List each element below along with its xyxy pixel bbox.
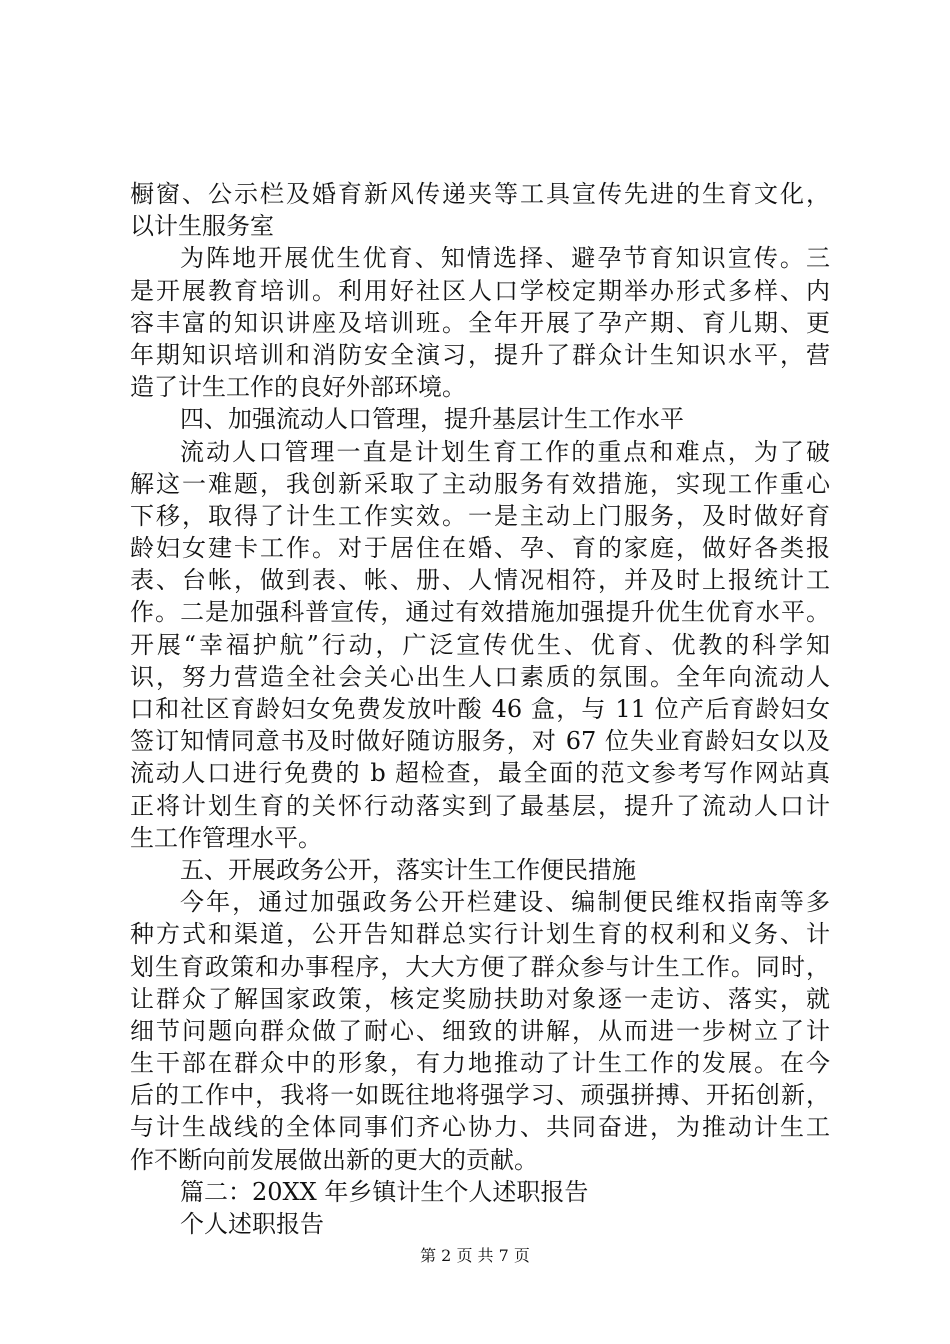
text-line: 龄妇女建卡工作。对于居住在婚、孕、育的家庭，做好各类报 [130,534,830,563]
text-line: 篇二：20XX 年乡镇计生个人述职报告 [180,1177,589,1206]
text-line: 下移，取得了计生工作实效。一是主动上门服务，及时做好育 [130,501,830,530]
text-line: 正将计划生育的关怀行动落实到了最基层，提升了流动人口计 [130,791,830,820]
text-line: 划生育政策和办事程序，大大方便了群众参与计生工作。同时， [130,952,830,981]
document-body [130,178,830,1240]
text-line: 橱窗、公示栏及婚育新风传递夹等工具宣传先进的生育文化， [130,180,830,208]
text-line: 签订知情同意书及时做好随访服务，对 67 位失业育龄妇女以及 [130,727,830,756]
text-line: 四、加强流动人口管理，提升基层计生工作水平 [180,405,684,434]
text-line: 生干部在群众中的形象，有力地推动了计生工作的发展。在今 [130,1049,830,1078]
text-line: 是开展教育培训。利用好社区人口学校定期举办形式多样、内 [130,276,830,305]
text-line: 细节问题向群众做了耐心、细致的讲解，从而进一步树立了计 [130,1016,830,1045]
text-line: 作。二是加强科普宣传，通过有效措施加强提升优生优育水平。 [130,598,830,627]
text-line: 流动人口进行免费的 b 超检查，最全面的范文参考写作网站真 [130,759,830,788]
text-line: 造了计生工作的良好外部环境。 [130,373,466,402]
text-line: 口和社区育龄妇女免费发放叶酸 46 盒，与 11 位产后育龄妇女 [130,695,830,723]
text-line: 五、开展政务公开，落实计生工作便民措施 [180,855,636,884]
text-line: 与计生战线的全体同事们齐心协力、共同奋进，为推动计生工 [130,1113,830,1142]
text-line: 今年，通过加强政务公开栏建设、编制便民维权指南等多 [180,888,830,917]
text-line: 后的工作中，我将一如既往地将强学习、顽强拼搏、开拓创新， [130,1081,830,1110]
text-line: 流动人口管理一直是计划生育工作的重点和难点，为了破 [180,437,830,466]
page-footer: 第 2 页 共 7 页 [420,1246,530,1265]
text-line: 个人述职报告 [180,1210,324,1238]
text-line: 识，努力营造全社会关心出生人口素质的氛围。全年向流动人 [130,662,830,691]
text-line: 年期知识培训和消防安全演习，提升了群众计生知识水平，营 [130,340,830,369]
text-line: 容丰富的知识讲座及培训班。全年开展了孕产期、育儿期、更 [130,308,830,337]
text-line: 种方式和渠道，公开告知群总实行计划生育的权利和义务、计 [130,920,830,949]
text-line: 开展“幸福护航”行动，广泛宣传优生、优育、优教的科学知 [130,630,830,659]
text-line: 作不断向前发展做出新的更大的贡献。 [130,1145,538,1174]
text-line: 生工作管理水平。 [130,823,322,852]
text-line: 表、台帐，做到表、帐、册、人情况相符，并及时上报统计工 [130,566,830,595]
text-line: 为阵地开展优生优育、知情选择、避孕节育知识宣传。三 [180,244,830,273]
text-line: 解这一难题，我创新采取了主动服务有效措施，实现工作重心 [130,469,830,498]
text-line: 让群众了解国家政策，核定奖励扶助对象逐一走访、落实，就 [130,984,830,1013]
text-line: 以计生服务室 [130,212,274,241]
